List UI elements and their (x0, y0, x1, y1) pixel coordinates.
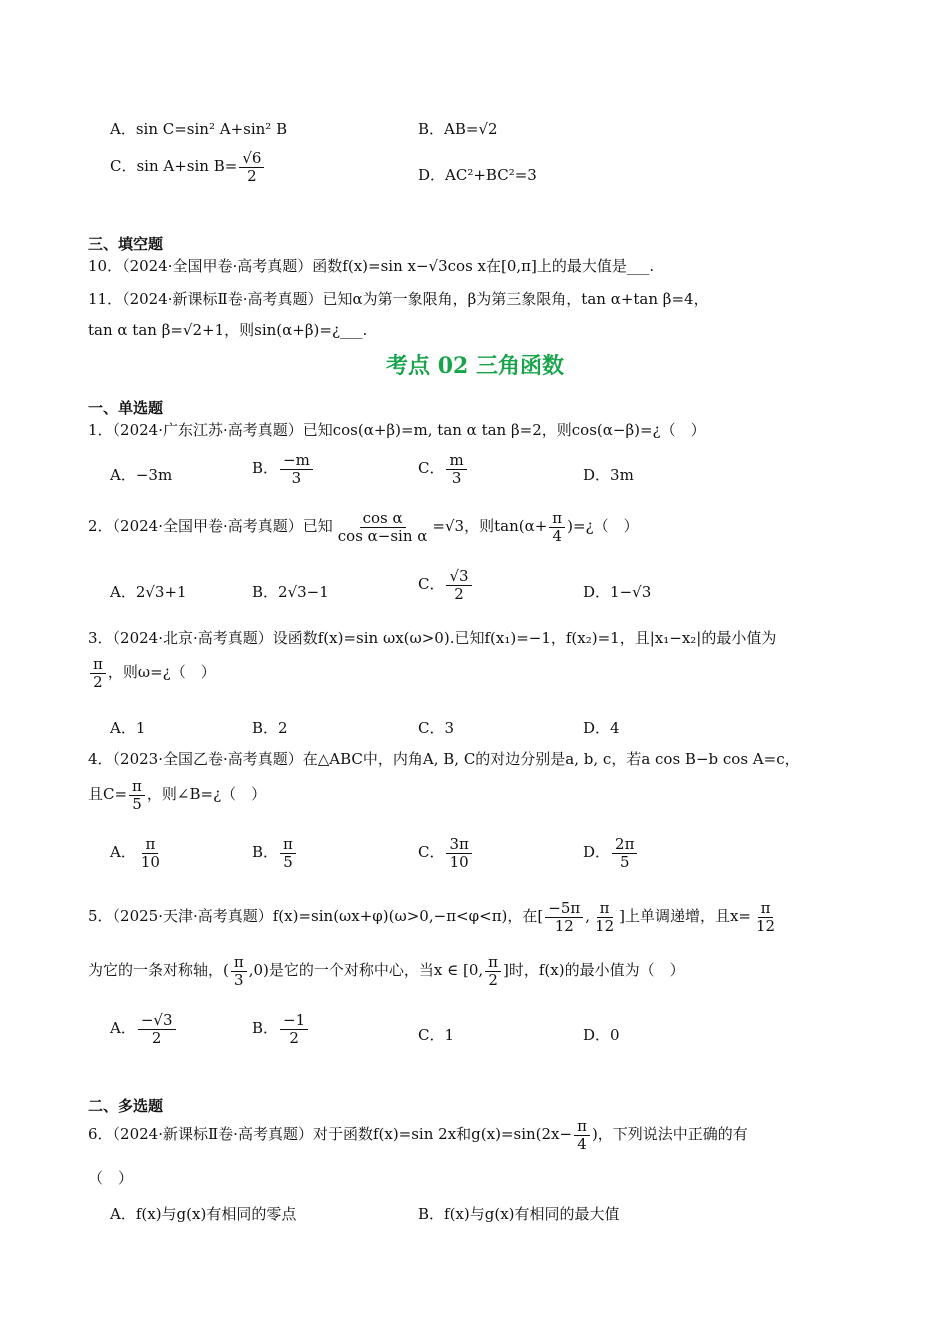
fraction: $\frac{\pi}{5}$ (280, 836, 296, 870)
fraction: $\frac{\pi}{12}$ (756, 899, 776, 935)
question-5-line2: 为它的一条对称轴，( $\frac{\pi}{3}$ ,0)是它的一个对称中心，当x ∈ [0, $\frac{\pi}{2}$ ]时，f(x)的最小值为（ ） (88, 953, 685, 989)
fraction: $\frac{√3}{2}$ (446, 568, 471, 602)
prev-option-a: A．sin C=sin² A+sin² B (110, 120, 288, 138)
fraction: $\frac{\pi}{5}$ (129, 778, 145, 812)
question-4-line2: 且C= $\frac{\pi}{5}$ ，则∠B=¿（ ） (88, 777, 267, 813)
fraction: $\frac{\pi}{10}$ (140, 835, 160, 871)
q2-option-a: A．2√3+1 (110, 583, 187, 601)
question-3-line1: 3．（2024·北京·高考真题）设函数f(x)=sin ωx(ω>0).已知f(x₁)=−1，f(x₂)=1，且|x₁−x₂|的最小值为 (88, 629, 777, 647)
q4-option-c: C． $\frac{3\pi}{10}$ (418, 836, 474, 870)
q2-option-b: B．2√3−1 (252, 583, 329, 601)
fraction: $\frac{-5\pi}{12}$ (545, 900, 583, 934)
fraction: $\frac{\pi}{12}$ (595, 899, 615, 935)
fraction: $\frac{2\pi}{5}$ (612, 836, 637, 870)
q6-option-b: B．f(x)与g(x)有相同的最大值 (418, 1205, 620, 1223)
fraction: $\frac{\pi}{2}$ (485, 954, 501, 988)
question-11-line2: tan α tan β=√2+1，则sin(α+β)=¿___. (88, 321, 368, 339)
question-3-line2: $\frac{\pi}{2}$ ，则ω=¿（ ） (88, 656, 216, 690)
q3-option-d: D．4 (583, 719, 620, 737)
q3-option-a: A．1 (110, 719, 146, 737)
q5-option-a: A． $\frac{-√3}{2}$ (110, 1012, 178, 1046)
question-6-line1: 6．（2024·新课标Ⅱ卷·高考真题）对于函数f(x)=sin 2x和g(x)=sin(2x− $\frac{\pi}{4}$ )，下列说法中正确的有 (88, 1117, 748, 1153)
q5-option-d: D．0 (583, 1026, 620, 1044)
question-4-line1: 4．（2023·全国乙卷·高考真题）在△ABC中，内角A, B, C的对边分别是a, b, c，若a cos B−b cos A=c， (88, 750, 800, 768)
q4-option-b: B． $\frac{\pi}{5}$ (252, 836, 298, 870)
section-heading-multi: 二、多选题 (88, 1097, 164, 1115)
q1-option-c: C． $\frac{m}{3}$ (418, 452, 469, 486)
question-11-line1: 11．（2024·新课标Ⅱ卷·高考真题）已知α为第一象限角，β为第三象限角，tan α+tan β=4， (88, 290, 709, 308)
fraction: $\frac{3\pi}{10}$ (446, 836, 471, 870)
prev-option-d: D．AC²+BC²=3 (418, 166, 537, 184)
q1-option-b: B． $\frac{-m}{3}$ (252, 452, 315, 486)
fraction: $\frac{\text{cos α}}{\text{cos α−sin α}}$ (337, 509, 428, 545)
prev-option-b: B．AB=√2 (418, 120, 498, 138)
fraction: $\frac{\pi}{4}$ (549, 510, 565, 544)
section-heading-single: 一、单选题 (88, 399, 164, 417)
fraction: $\frac{-m}{3}$ (280, 452, 313, 486)
topic-title: 考点 02 三角函数 (386, 353, 564, 379)
question-10: 10．（2024·全国甲卷·高考真题）函数f(x)=sin x−√3cos x在[0,π]上的最大值是___. (88, 257, 655, 275)
q6-option-a: A．f(x)与g(x)有相同的零点 (110, 1205, 297, 1223)
question-2: 2．（2024·全国甲卷·高考真题）已知 $\frac{\text{cos α}}{\text{cos α−sin α}}$ =√3，则tan(α+ $\frac{\pi}{4}$ )=¿（ ） (88, 509, 639, 545)
q4-option-d: D． $\frac{2\pi}{5}$ (583, 836, 639, 870)
q1-option-a: A．−3m (110, 466, 173, 484)
fraction: $\frac{\pi}{4}$ (574, 1118, 590, 1152)
q3-option-b: B．2 (252, 719, 288, 737)
fraction: $\frac{\pi}{3}$ (231, 954, 247, 988)
q5-option-c: C．1 (418, 1026, 455, 1044)
prev-option-c: C．sin A+sin B= $\frac{√6}{2}$ (110, 150, 266, 184)
q1-option-d: D．3m (583, 466, 634, 484)
q3-option-c: C．3 (418, 719, 455, 737)
fraction: $\frac{m}{3}$ (446, 452, 466, 486)
section-heading-fill: 三、填空题 (88, 235, 164, 253)
question-5-line1: 5．（2025·天津·高考真题）f(x)=sin(ωx+φ)(ω>0,−π<φ<π)，在[ $\frac{-5\pi}{12}$ , $\frac{\pi}{12}$ ]上单调递增，且x= $\frac{\pi}{12}$ (88, 900, 780, 934)
q2-option-c: C． $\frac{√3}{2}$ (418, 568, 474, 602)
q4-option-a: A． $\frac{\pi}{10}$ (110, 836, 165, 870)
q2-option-d: D．1−√3 (583, 583, 652, 601)
fraction: $\frac{√6}{2}$ (239, 150, 264, 184)
fraction: $\frac{-1}{2}$ (280, 1012, 308, 1046)
question-6-paren: （ ） (88, 1169, 134, 1187)
fraction: $\frac{\pi}{2}$ (90, 656, 106, 690)
fraction: $\frac{-√3}{2}$ (138, 1012, 176, 1046)
question-1: 1．（2024·广东江苏·高考真题）已知cos(α+β)=m, tan α tan β=2，则cos(α−β)=¿（ ） (88, 421, 706, 439)
q5-option-b: B． $\frac{-1}{2}$ (252, 1012, 310, 1046)
